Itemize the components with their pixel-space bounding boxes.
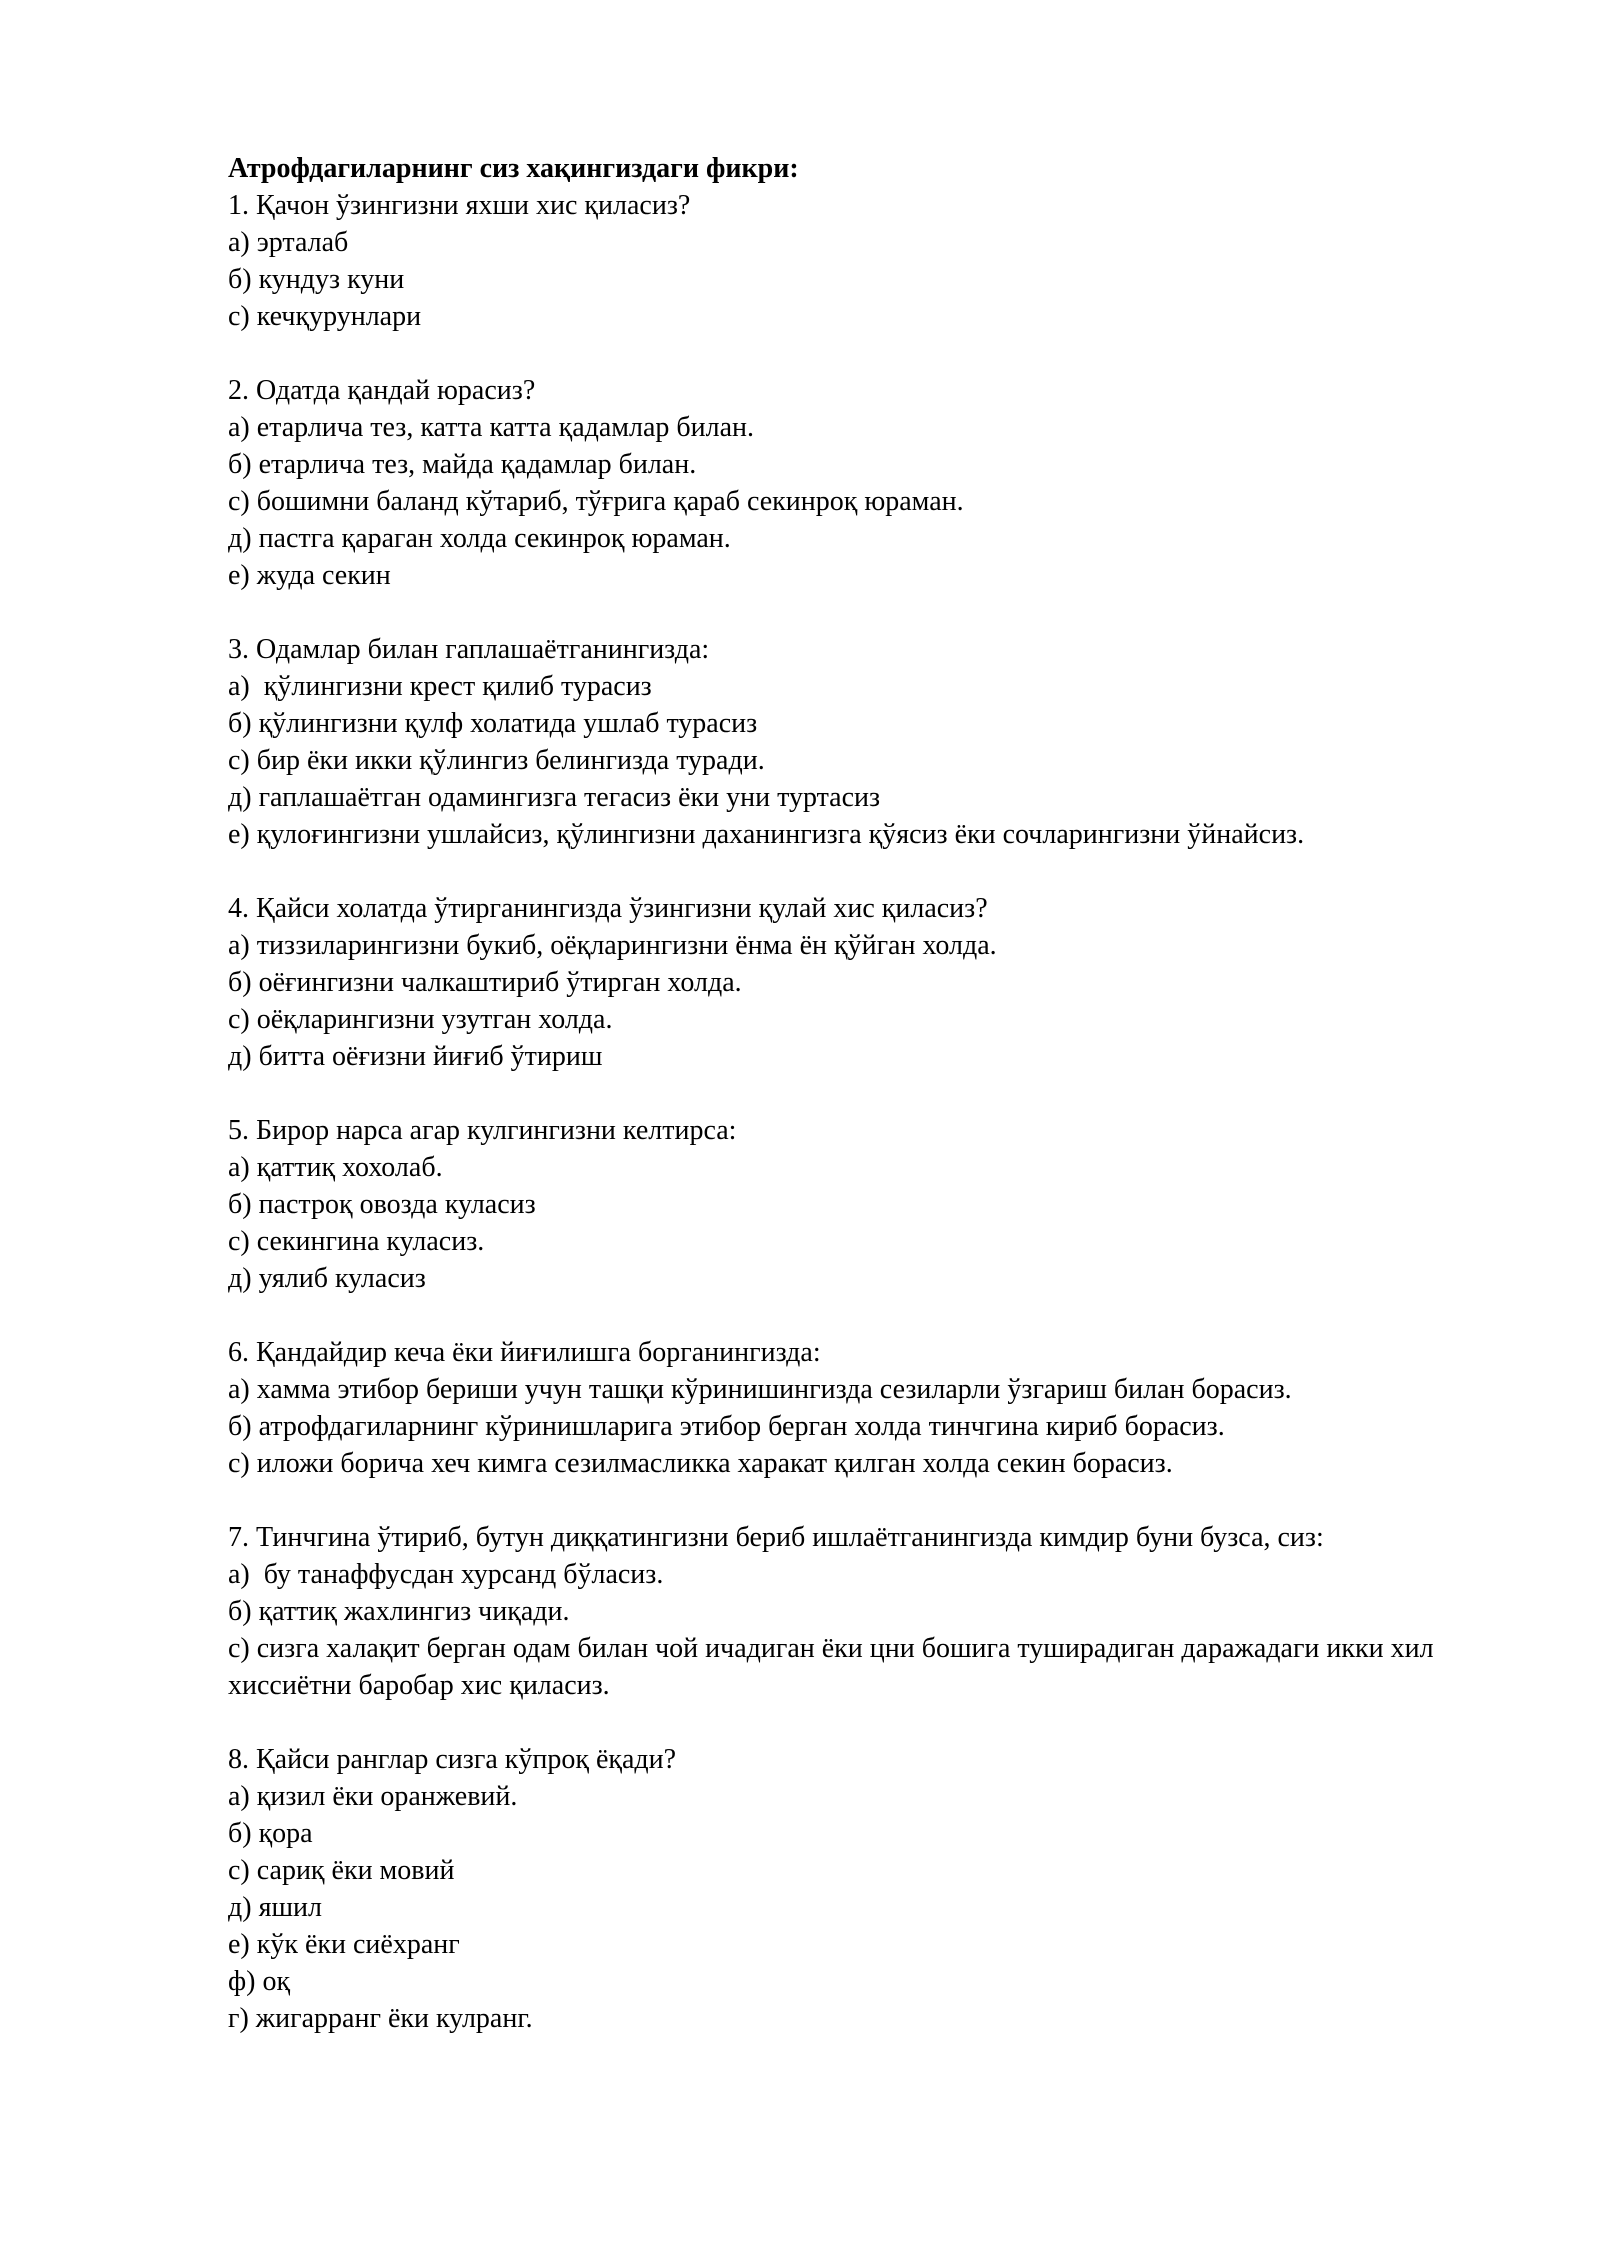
answer-option: б) қўлингизни қулф холатида ушлаб турасиз — [228, 708, 758, 739]
question-text: 6. Қандайдир кеча ёки йиғилишга борганингизда: — [228, 1337, 821, 1368]
question-text: 1. Қачон ўзингизни яхши хис қиласиз? — [228, 190, 691, 221]
answer-option: а) тиззиларингизни букиб, оёқларингизни ёнма ён қўйган холда. — [228, 930, 997, 961]
answer-option: б) оёғингизни чалкаштириб ўтирган холда. — [228, 967, 742, 998]
question-block — [228, 372, 1488, 594]
answer-option: с) сариқ ёки мовий — [228, 1855, 455, 1886]
question-text: 2. Одатда қандай юрасиз? — [228, 375, 536, 406]
answer-option: д) битта оёғизни йиғиб ўтириш — [228, 1041, 603, 1072]
question-block — [228, 187, 1488, 335]
question-block — [228, 1519, 1488, 1704]
answer-option: д) яшил — [228, 1892, 322, 1923]
answer-option: б) кундуз куни — [228, 264, 405, 295]
document-title: Атрофдагиларнинг сиз хақингиздаги фикри: — [228, 153, 799, 184]
answer-option: с) оёқларингизни узутган холда. — [228, 1004, 613, 1035]
question-text: 5. Бирор нарса агар кулгингизни келтирса: — [228, 1115, 737, 1146]
answer-option: ф) оқ — [228, 1966, 291, 1997]
question-text: 4. Қайси холатда ўтирганингизда ўзингизни қулай хис қиласиз? — [228, 893, 988, 924]
answer-option: б) етарлича тез, майда қадамлар билан. — [228, 449, 697, 480]
answer-option: а) эрталаб — [228, 227, 349, 258]
answer-option: с) иложи борича хеч кимга сезилмасликка харакат қилган холда секин борасиз. — [228, 1448, 1173, 1479]
question-text: 8. Қайси ранглар сизга кўпроқ ёқади? — [228, 1744, 677, 1775]
answer-option: д) гаплашаётган одамингизга тегасиз ёки уни туртасиз — [228, 782, 881, 813]
question-block — [228, 631, 1488, 853]
answer-option: а) бу танаффусдан хурсанд бўласиз. — [228, 1559, 664, 1590]
answer-option: а) хамма этибор бериши учун ташқи кўринишингизда сезиларли ўзгариш билан борасиз. — [228, 1374, 1292, 1405]
answer-option: б) пастроқ овозда куласиз — [228, 1189, 536, 1220]
answer-option: е) жуда секин — [228, 560, 391, 591]
answer-option: а) етарлича тез, катта катта қадамлар билан. — [228, 412, 755, 443]
question-block — [228, 1112, 1488, 1297]
answer-option: е) кўк ёки сиёхранг — [228, 1929, 460, 1960]
document-body — [228, 150, 1488, 2074]
answer-option: а) қўлингизни крест қилиб турасиз — [228, 671, 652, 702]
answer-option: с) бошимни баланд кўтариб, тўғрига қараб секинроқ юраман. — [228, 486, 964, 517]
question-text: 7. Тинчгина ўтириб, бутун диққатингизни бериб ишлаётганингизда кимдир буни бузса, сиз: — [228, 1522, 1324, 1553]
answer-option: б) атрофдагиларнинг кўринишларига этибор берган холда тинчгина кириб борасиз. — [228, 1411, 1225, 1442]
answer-option: б) қора — [228, 1818, 313, 1849]
question-text: 3. Одамлар билан гаплашаётганингизда: — [228, 634, 710, 665]
answer-option: д) уялиб куласиз — [228, 1263, 426, 1294]
answer-option: б) қаттиқ жахлингиз чиқади. — [228, 1596, 570, 1627]
answer-option: с) кечқурунлари — [228, 301, 422, 332]
answer-option: е) қулоғингизни ушлайсиз, қўлингизни даханингизга қўясиз ёки сочларингизни ўйнайсиз. — [228, 819, 1305, 850]
question-block — [228, 1741, 1488, 2037]
question-list — [228, 187, 1488, 2037]
answer-option: г) жигарранг ёки кулранг. — [228, 2003, 533, 2034]
answer-option: а) қаттиқ хохолаб. — [228, 1152, 443, 1183]
answer-option: с) бир ёки икки қўлингиз белингизда туради. — [228, 745, 765, 776]
question-block — [228, 1334, 1488, 1482]
answer-option: д) пастга қараган холда секинроқ юраман. — [228, 523, 731, 554]
answer-option: с) секингина куласиз. — [228, 1226, 485, 1257]
answer-option: а) қизил ёки оранжевий. — [228, 1781, 518, 1812]
question-block — [228, 890, 1488, 1075]
answer-option: с) сизга халақит берган одам билан чой ичадиган ёки цни бошига туширадиган даражадаги икки хил хиссиётни баробар хис қиласиз. — [228, 1633, 1441, 1701]
